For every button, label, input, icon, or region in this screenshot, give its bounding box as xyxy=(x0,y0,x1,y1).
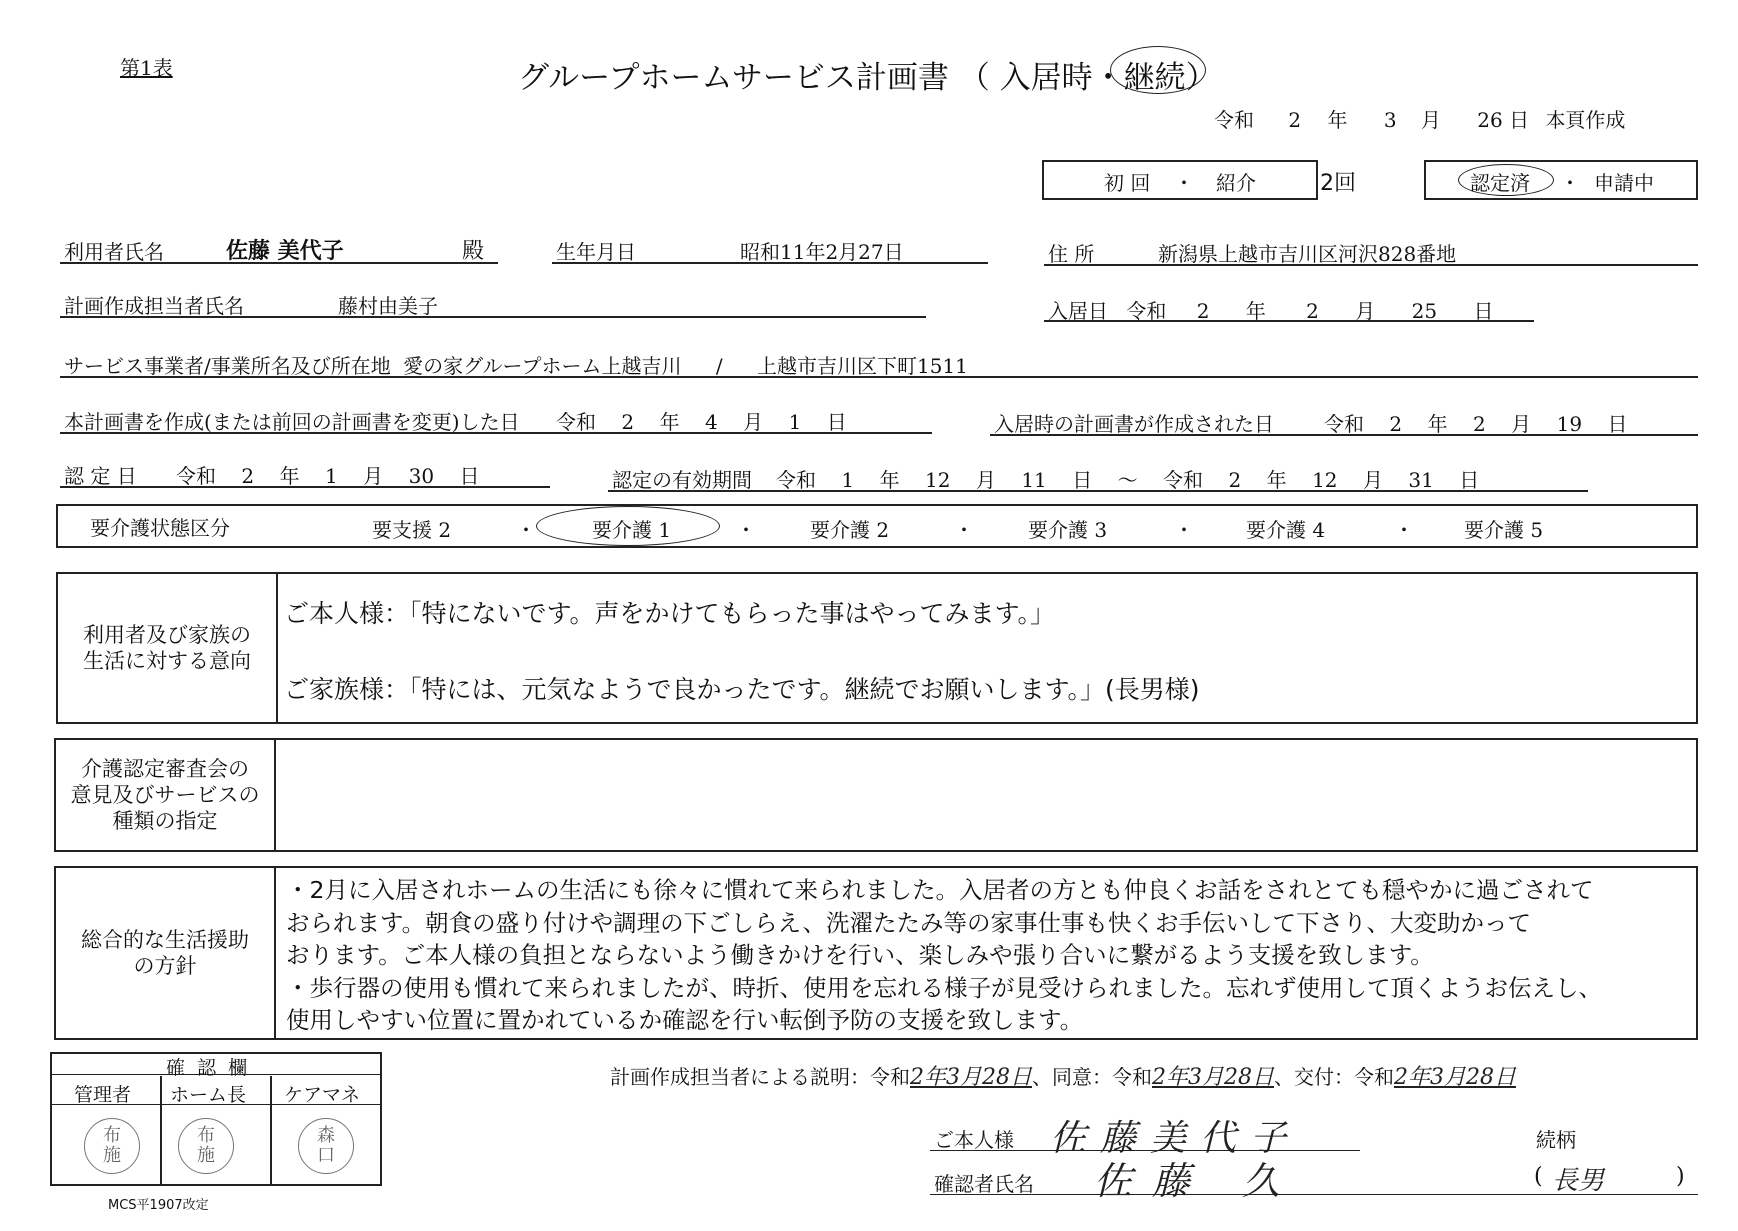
intent-section xyxy=(56,572,1698,724)
opinion-section xyxy=(54,738,1698,852)
created-date xyxy=(1214,104,1625,133)
care-level-separator: ・ xyxy=(516,518,536,542)
referral-label: 紹介 xyxy=(1216,171,1256,195)
move-in-year-unit: 年 xyxy=(1245,299,1266,323)
explanation-line xyxy=(610,1060,1516,1091)
certified-circle xyxy=(1458,164,1554,196)
explain-label: 計画作成担当者による説明：令和 xyxy=(610,1065,910,1089)
self-signature: 佐藤美代子 xyxy=(1050,1118,1301,1159)
move-in-label: 入居日 xyxy=(1048,299,1108,323)
certified-label: 認定済 xyxy=(1470,171,1530,195)
initial-plan-value: 令和 2 年 2 月 19 日 xyxy=(1324,412,1628,436)
policy-line: 使用しやすい位置に置かれているか確認を行い転倒予防の支援を致します。 xyxy=(286,1006,1084,1034)
provider-address: 上越市吉川区下町1511 xyxy=(756,354,968,378)
move-in-underline xyxy=(1044,320,1534,322)
care-level-label: 要介護状態区分 xyxy=(90,516,230,540)
provider-name: 愛の家グループホーム上越吉川 xyxy=(403,354,682,378)
provider-slash: / xyxy=(715,354,723,378)
date-month-unit: 月 xyxy=(1420,108,1441,132)
policy-line: おられます。朝食の盛り付けや調理の下ごしらえ、洗濯たたみ等の家事仕事も快くお手伝いして下さり、大変助かって xyxy=(286,908,1532,937)
provider-underline xyxy=(60,376,1698,378)
care-level-selected-circle xyxy=(536,506,720,546)
care-level-option: 要介護 1 xyxy=(592,518,672,542)
confirm-col-divider xyxy=(270,1076,272,1186)
policy-line: ・2月に入居されホームの生活にも徐々に慣れて来られました。入居者の方とも仲良くお話をされとても穏やかに過ごされて xyxy=(286,876,1594,904)
relation-value-handwritten: 長男 xyxy=(1552,1166,1605,1196)
care-level-separator: ・ xyxy=(736,518,756,542)
cert-value: 令和 2 年 1 月 30 日 xyxy=(176,464,480,488)
intent-content xyxy=(278,574,1696,722)
intent-line-family: ご家族様：「特には、元気なようで良かったです。継続でお願いします。」(長男様) xyxy=(284,675,1200,704)
birth-label: 生年月日 xyxy=(556,240,636,264)
valid-label: 認定の有効期間 xyxy=(612,468,752,492)
confirmer-signature: 佐藤 久 xyxy=(1094,1159,1301,1203)
move-in-year: 2 xyxy=(1196,299,1210,323)
move-in-day-unit: 日 xyxy=(1473,299,1494,323)
form-code: MCS平1907改定 xyxy=(108,1198,209,1213)
care-level-option: 要支援 2 xyxy=(372,518,452,542)
cert-label: 認 定 日 xyxy=(64,464,137,488)
confirm-col-manager: 管理者 xyxy=(74,1084,132,1106)
title-dot: ・ xyxy=(1092,60,1124,96)
policy-section xyxy=(54,866,1698,1040)
selection-circle xyxy=(1110,46,1206,94)
user-name: 佐藤 美代子 xyxy=(226,239,344,264)
birth-underline xyxy=(552,262,988,264)
date-suffix: 本頁作成 xyxy=(1545,108,1626,132)
title-text: グループホームサービス計画書 xyxy=(518,60,949,96)
deliver-date-handwritten: 2年3月28日 xyxy=(1394,1065,1516,1090)
confirm-col-home-head: ホーム長 xyxy=(170,1084,247,1106)
care-level-option: 要介護 5 xyxy=(1464,518,1544,542)
planner-underline xyxy=(60,316,926,318)
initial-label: 初 回 xyxy=(1104,171,1151,195)
date-era: 令和 xyxy=(1214,108,1254,132)
valid-value: 令和 1 年 12 月 11 日 〜 令和 2 年 12 月 31 日 xyxy=(776,468,1480,492)
count-value: 2回 xyxy=(1320,171,1356,196)
seal-stamp-home-head: 布 施 xyxy=(178,1118,234,1174)
initial-plan-underline xyxy=(990,434,1698,436)
status-dot-2: ・ xyxy=(1560,171,1580,195)
applying-label: 申請中 xyxy=(1594,171,1654,195)
valid-underline xyxy=(608,490,1588,492)
move-in-month: 2 xyxy=(1306,299,1319,323)
self-sign-label: ご本人様 xyxy=(934,1128,1014,1152)
birth-value: 昭和11年2月27日 xyxy=(740,240,904,264)
title-option-continue: 継続 xyxy=(1123,60,1186,96)
date-year: 2 xyxy=(1288,108,1302,132)
confirmer-label: 確認者氏名 xyxy=(934,1172,1034,1196)
address-underline xyxy=(1044,264,1698,266)
care-level-separator: ・ xyxy=(1174,518,1194,542)
date-month: 3 xyxy=(1383,108,1397,132)
move-in-month-unit: 月 xyxy=(1355,299,1376,323)
user-name-underline xyxy=(60,262,498,264)
initial-plan-label: 入居時の計画書が作成された日 xyxy=(994,412,1274,436)
date-year-unit: 年 xyxy=(1327,108,1348,132)
created-underline xyxy=(60,432,932,434)
care-level-separator: ・ xyxy=(954,518,974,542)
title-paren-open: （ xyxy=(958,60,990,96)
planner-label: 計画作成担当者氏名 xyxy=(64,294,244,318)
move-in-day: 25 xyxy=(1411,299,1438,323)
user-name-label: 利用者氏名 xyxy=(64,240,164,264)
status-dot: ・ xyxy=(1174,171,1194,195)
seal-stamp-manager: 布 施 xyxy=(84,1118,140,1174)
move-in-era: 令和 xyxy=(1126,299,1167,323)
seal-stamp-care-manager: 森 口 xyxy=(298,1118,354,1174)
relation-paren-open: ( xyxy=(1534,1164,1543,1189)
form-number: 第1表 xyxy=(120,56,173,80)
opinion-content xyxy=(276,740,1696,850)
policy-line: おります。ご本人様の負担とならないよう働きかけを行い、楽しみや張り合いに繋がるよう支援を致します。 xyxy=(286,941,1434,969)
care-level-option: 要介護 2 xyxy=(810,518,890,542)
relation-paren-close: ) xyxy=(1676,1164,1685,1189)
confirm-col-care-manager: ケアマネ xyxy=(284,1084,361,1106)
date-day: 26 xyxy=(1477,108,1503,132)
opinion-label: 介護認定審査会の 意見及びサービスの 種類の指定 xyxy=(56,740,276,850)
address-label: 住 所 xyxy=(1048,242,1095,266)
cert-underline xyxy=(60,486,550,488)
agree-label: 、同意：令和 xyxy=(1032,1065,1152,1089)
provider-row xyxy=(64,350,968,379)
page-title xyxy=(518,52,1217,97)
address-value: 新潟県上越市吉川区河沢828番地 xyxy=(1158,242,1457,266)
title-option-continue-circled xyxy=(1124,52,1186,97)
policy-label: 総合的な生活援助 の方針 xyxy=(56,868,276,1038)
created-value: 令和 2 年 4 月 1 日 xyxy=(556,410,847,434)
title-paren-close: ） xyxy=(1185,60,1217,96)
intent-line-self: ご本人様：「特にないです。声をかけてもらった事はやってみます。」 xyxy=(284,599,1056,628)
confirm-title: 確 認 欄 xyxy=(166,1057,248,1079)
honorific: 殿 xyxy=(462,239,485,264)
title-option-move-in: 入居時 xyxy=(999,60,1093,96)
provider-label: サービス事業者/事業所名及び所在地 xyxy=(64,354,391,378)
relation-label: 続柄 xyxy=(1536,1128,1576,1152)
care-level-option: 要介護 4 xyxy=(1246,518,1326,542)
explain-date-handwritten: 2年3月28日 xyxy=(910,1065,1032,1090)
created-label: 本計画書を作成(または前回の計画書を変更)した日 xyxy=(64,410,520,434)
policy-content xyxy=(276,868,1696,1038)
intent-label: 利用者及び家族の 生活に対する意向 xyxy=(58,574,278,722)
agree-date-handwritten: 2年3月28日 xyxy=(1152,1065,1274,1090)
care-level-separator: ・ xyxy=(1394,518,1414,542)
deliver-label: 、交付：令和 xyxy=(1274,1065,1394,1089)
policy-line: ・歩行器の使用も慣れて来られましたが、時折、使用を忘れる様子が見受けられました。忘れず使用して頂くようお伝えし、 xyxy=(286,973,1602,1002)
care-level-option: 要介護 3 xyxy=(1028,518,1108,542)
confirm-col-divider xyxy=(160,1076,162,1186)
date-day-unit: 日 xyxy=(1509,108,1530,132)
planner-value: 藤村由美子 xyxy=(338,294,438,318)
